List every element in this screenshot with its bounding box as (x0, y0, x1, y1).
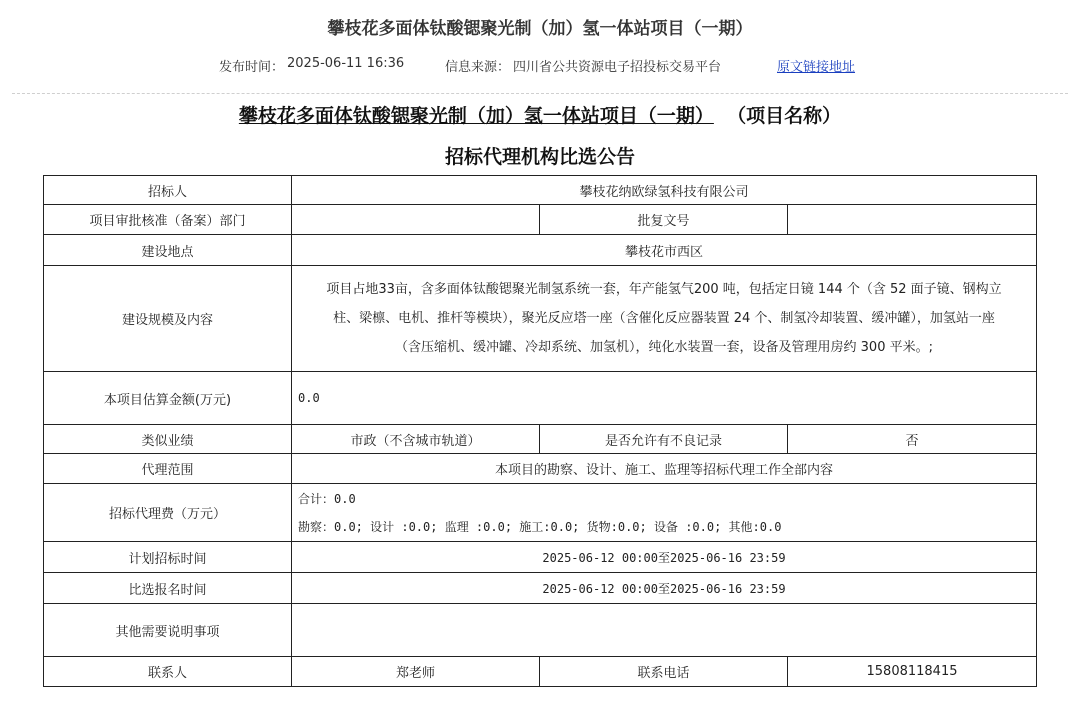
table-row (44, 454, 1037, 484)
divider (12, 93, 1068, 94)
other-label: 其他需要说明事项 (44, 604, 292, 657)
location-value: 攀枝花市西区 (292, 235, 1037, 266)
contact-value: 郑老师 (292, 657, 540, 687)
project-name-suffix: （项目名称） (727, 105, 842, 127)
tenderer-label: 招标人 (44, 176, 292, 205)
bad-record-label: 是否允许有不良记录 (540, 425, 788, 454)
notice-subtitle: 招标代理机构比选公告 (444, 146, 635, 168)
contact-label: 联系人 (44, 657, 292, 687)
notice-table (43, 175, 1037, 687)
budget-value: 0.0 (292, 372, 1037, 425)
phone-label: 联系电话 (540, 657, 788, 687)
table-row (44, 266, 1037, 372)
signup-time-value: 2025-06-12 00:00至2025-06-16 23:59 (292, 573, 1037, 604)
table-row (44, 372, 1037, 425)
project-name: 攀枝花多面体钛酸锶聚光制（加）氢一体站项目（一期） (238, 105, 714, 127)
similar-value: 市政（不含城市轨道） (292, 425, 540, 454)
approval-no-value (788, 205, 1037, 235)
approval-dept-label: 项目审批核准（备案）部门 (44, 205, 292, 235)
table-row (44, 573, 1037, 604)
approval-no-label: 批复文号 (540, 205, 788, 235)
similar-label: 类似业绩 (44, 425, 292, 454)
fee-value (292, 484, 1037, 542)
table-row (44, 176, 1037, 205)
table-row (44, 604, 1037, 657)
source-name: 四川省公共资源电子招投标交易平台 (513, 60, 722, 75)
original-link[interactable]: 原文链接地址 (777, 60, 856, 75)
meta-bar (0, 56, 1080, 74)
page-title: 攀枝花多面体钛酸锶聚光制（加）氢一体站项目（一期） (327, 19, 753, 39)
agency-scope-value: 本项目的勘察、设计、施工、监理等招标代理工作全部内容 (292, 454, 1037, 484)
tenderer-value: 攀枝花纳欧绿氢科技有限公司 (292, 176, 1037, 205)
fee-label: 招标代理费（万元） (44, 484, 292, 542)
publish-time: 2025-06-11 16:36 (287, 56, 405, 71)
project-name-heading (0, 101, 1080, 128)
table-row (44, 542, 1037, 573)
publish-label: 发布时间： (219, 60, 285, 75)
budget-label: 本项目估算金额(万元) (44, 372, 292, 425)
scope-line: （含压缩机、缓冲罐、冷却系统、加氢机），纯化水装置一套，设备及管理用房约 300 平米。; (395, 340, 933, 355)
table-row (44, 235, 1037, 266)
scope-value (292, 266, 1037, 372)
table-row (44, 425, 1037, 454)
table-row (44, 205, 1037, 235)
fee-total: 合计：0.0 (298, 491, 356, 506)
phone-value: 15808118415 (788, 657, 1037, 687)
scope-line: 柱、梁檩、电机、推杆等模块），聚光反应塔一座（含催化反应器装置 24 个、制氢冷却装置、缓冲罐），加氢站一座 (333, 311, 995, 326)
scope-line: 项目占地33亩，含多面体钛酸锶聚光制氢系统一套，年产能氢气200 吨，包括定日镜 144 个（含 52 面子镜、钢构立 (326, 282, 1002, 297)
fee-detail: 勘察：0.0; 设计 :0.0; 监理 :0.0; 施工:0.0; 货物:0.0; 设备 :0.0; 其他:0.0 (298, 519, 782, 534)
table-row (44, 657, 1037, 687)
location-label: 建设地点 (44, 235, 292, 266)
agency-scope-label: 代理范围 (44, 454, 292, 484)
table-row (44, 484, 1037, 542)
other-value (292, 604, 1037, 657)
plan-time-value: 2025-06-12 00:00至2025-06-16 23:59 (292, 542, 1037, 573)
scope-label: 建设规模及内容 (44, 266, 292, 372)
signup-time-label: 比选报名时间 (44, 573, 292, 604)
plan-time-label: 计划招标时间 (44, 542, 292, 573)
approval-dept-value (292, 205, 540, 235)
bad-record-value: 否 (788, 425, 1037, 454)
source-label: 信息来源： (445, 60, 511, 75)
